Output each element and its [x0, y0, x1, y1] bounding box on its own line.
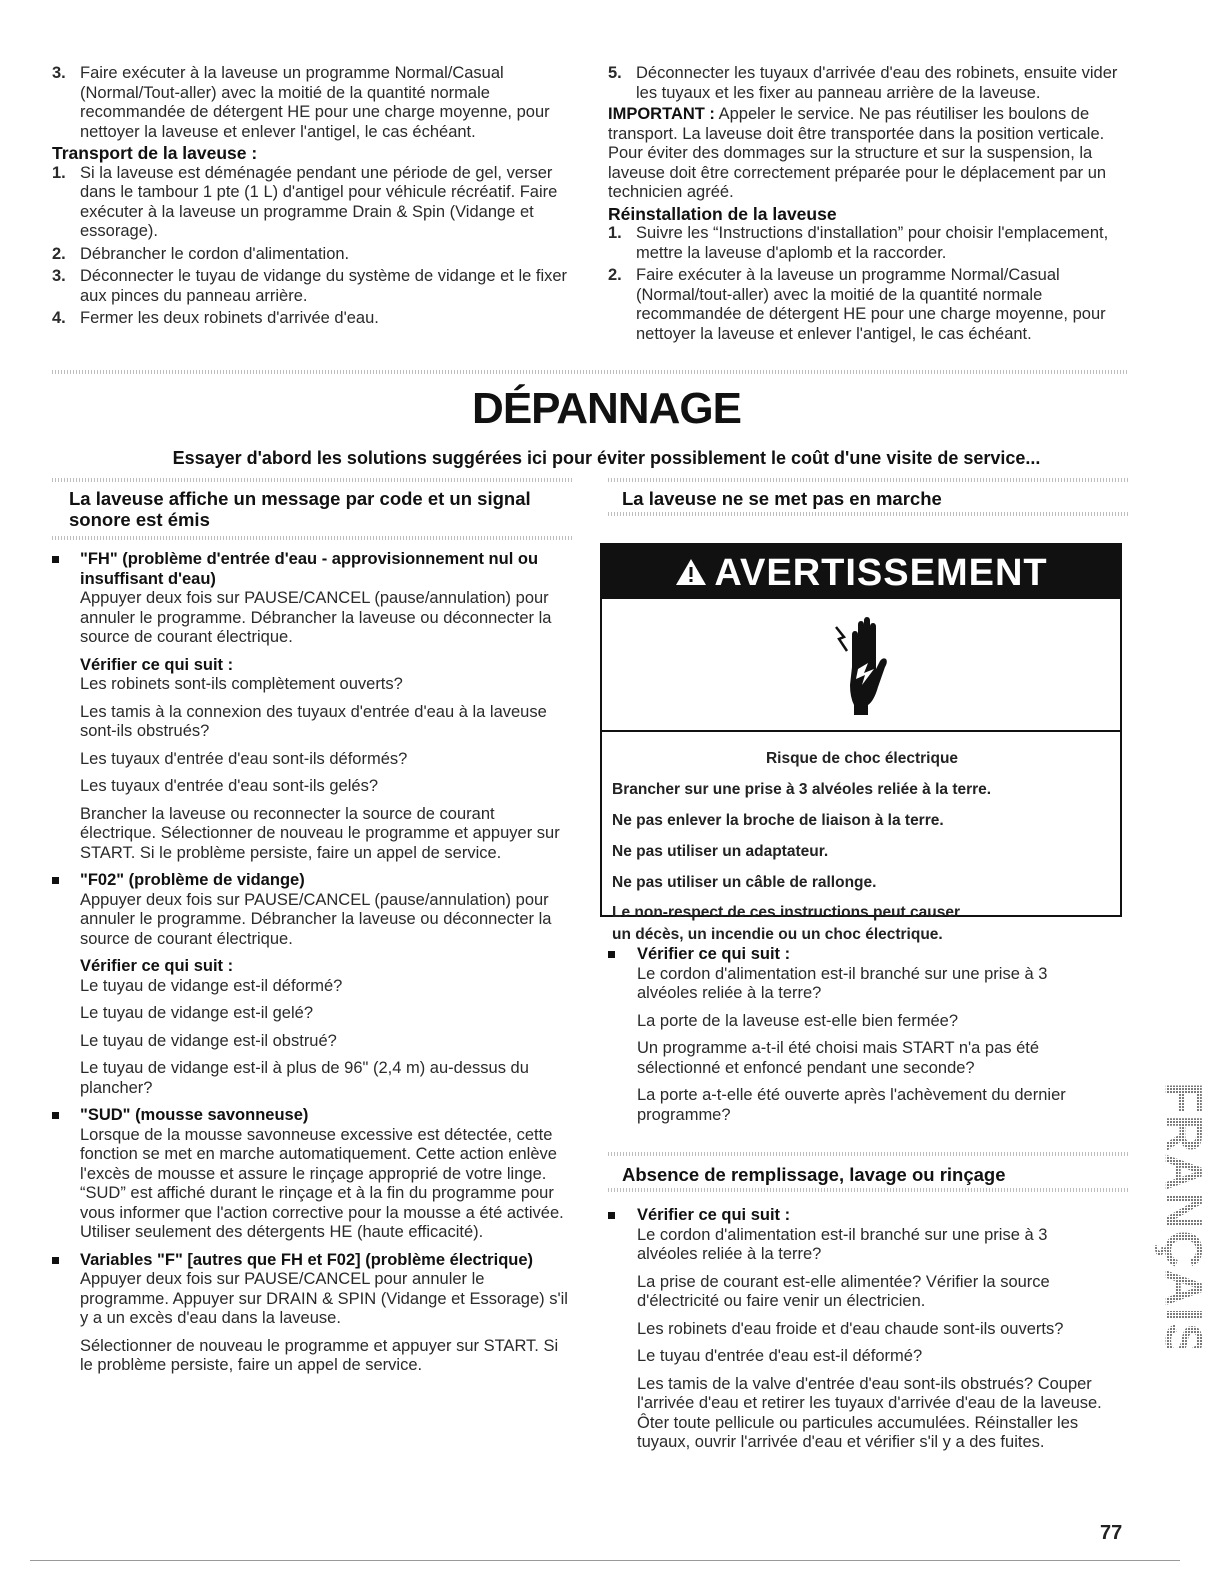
- warning-text: Risque de choc électrique Brancher sur une prise à 3 alvéoles reliée à la terre. Ne pas enlever la broche de liaison à la terre. Ne pas utiliser un adaptateur. Ne pas utiliser un câble de rallonge. Le non-respect de ces instructions peut causer un décès, un incendie ou un choc électrique.: [612, 750, 992, 943]
- list-item: Variables "F" [autres que FH et F02] (problème électrique) Appuyer deux fois sur PAUSE/CANCEL pour annuler le programme. Appuyer sur DRAIN & SPIN (Vidange et Essorage) s'il y a un excès d'eau dans la laveuse. Sélectionner de nouveau le programme et appuyer sur START. Si le problème persiste, faire un appel de service.: [52, 1251, 572, 1376]
- page-subtitle: Essayer d'abord les solutions suggérées ici pour éviter possiblement le coût d'une visite de service...: [172, 448, 1041, 468]
- right-column-checks: [608, 945, 1122, 1125]
- page-title: DÉPANNAGE: [472, 384, 741, 433]
- bullet: [52, 556, 59, 563]
- section-title: La laveuse affiche un message par code et un signal sonore est émis: [69, 488, 531, 530]
- warning-banner: AVERTISSEMENT: [602, 545, 1120, 599]
- divider: [608, 512, 1128, 516]
- right-column-checks-2: [608, 1206, 1122, 1453]
- important-note: IMPORTANT : Appeler le service. Ne pas réutiliser les boulons de transport. La laveuse doit être transportée dans la position verticale. Pour éviter des dommages sur la structure et sur la suspension, la laveuse doit être correctement préparée pour le déplacement par un technicien agréé.: [608, 105, 1107, 201]
- list-item: 1. Suivre les “Instructions d'installation” pour choisir l'emplacement, mettre la laveuse d'aplomb et la raccorder.: [608, 224, 1109, 262]
- divider: [602, 730, 1120, 732]
- list-item: Vérifier ce qui suit : Le cordon d'alimentation est-il branché sur une prise à 3 alvéoles reliée à la terre? La prise de courant est-elle alimentée? Vérifier la source d'électricité ou faire venir un électricien. Les robinets d'eau froide et d'eau chaude sont-ils ouverts? Le tuyau d'entrée d'eau est-il déformé? Les tamis de la valve d'entrée d'eau sont-ils obstrués? Couper l'arrivée d'eau et retirer les tuyaux d'arrivée d'eau de la laveuse. Ôter toute pellicule ou particules accumulées. Réinstaller les tuyaux, ouvrir l'arrivée d'eau et vérifier s'il y a des fuites.: [608, 1206, 1122, 1453]
- list-item: 2. Débrancher le cordon d'alimentation.: [52, 244, 350, 263]
- divider: [608, 478, 1128, 482]
- divider: [52, 370, 1128, 374]
- list-item: Vérifier ce qui suit : Le cordon d'alimentation est-il branché sur une prise à 3 alvéoles reliée à la terre? La porte de la laveuse est-elle bien fermée? Un programme a-t-il été choisi mais START n'a pas été sélectionné et enfoncé pendant une seconde? La porte a-t-elle été ouverte après l'achèvement du dernier programme?: [608, 945, 1122, 1125]
- divider: [608, 1152, 1128, 1156]
- warning-box: [600, 543, 1122, 943]
- list-item: [52, 64, 572, 142]
- electric-shock-hand-icon: [822, 607, 902, 725]
- list-item: "FH" (problème d'entrée d'eau - approvisionnement nul ou insuffisant d'eau) Appuyer deux fois sur PAUSE/CANCEL (pause/annulation) pour annuler le programme. Débrancher la laveuse ou déconnecter la source de courant électrique. Vérifier ce qui suit : Les robinets sont-ils complètement ouverts? Les tamis à la connexion des tuyaux d'entrée d'eau à la laveuse sont-ils obstrués? Les tuyaux d'entrée d'eau sont-ils déformés? Les tuyaux d'entrée d'eau sont-ils gelés? Brancher la laveuse ou reconnecter la source de courant électrique. Sélectionner de nouveau le programme et appuyer sur START. Si le problème persiste, faire un appel de service.: [52, 550, 572, 863]
- list-item: 4. Fermer les deux robinets d'arrivée d'eau.: [52, 309, 379, 327]
- list-item: 1. Si la laveuse est déménagée pendant une période de gel, verser dans le tambour 1 pte (1 L) d'antigel pour véhicule récréatif. Faire exécuter à la laveuse un programme Drain & Spin (Vidange et essorage).: [52, 163, 558, 240]
- list-item: "F02" (problème de vidange) Appuyer deux fois sur PAUSE/CANCEL (pause/annulation) pour annuler le programme. Débrancher la laveuse ou déconnecter la source de courant électrique. Vérifier ce qui suit : Le tuyau de vidange est-il déformé? Le tuyau de vidange est-il gelé? Le tuyau de vidange est-il obstrué? Le tuyau de vidange est-il à plus de 96" (2,4 m) au-dessus du plancher?: [52, 871, 572, 1098]
- section-title: La laveuse ne se met pas en marche: [622, 488, 942, 509]
- bullet: [52, 877, 59, 884]
- bullet: [608, 951, 615, 958]
- list-item: 3. Déconnecter le tuyau de vidange du système de vidange et le fixer aux pinces du panneau arrière.: [52, 267, 568, 305]
- bullet: [52, 1257, 59, 1264]
- section-heading: Réinstallation de la laveuse: [608, 203, 837, 224]
- page-number: 77: [1100, 1522, 1123, 1544]
- section-title: Absence de remplissage, lavage ou rinçage: [622, 1164, 1006, 1185]
- item-title: "FH" (problème d'entrée d'eau - approvisionnement nul ou insuffisant d'eau): [80, 550, 539, 588]
- item-number: 3.: [52, 64, 66, 82]
- side-tab-text: FRANÇAIS: [1154, 1082, 1208, 1348]
- top-right-column: [608, 64, 1128, 344]
- footer-rule: [30, 1560, 1180, 1561]
- section-heading: Transport de la laveuse :: [52, 143, 258, 163]
- item-text: Faire exécuter à la laveuse un programme Normal/Casual (Normal/Tout-aller) avec la moitié de la quantité normale recommandée de détergent HE pour une charge moyenne, pour nettoyer la laveuse et enlever l'antigel, le cas échéant.: [80, 64, 550, 141]
- divider: [608, 1188, 1128, 1192]
- bullet: [608, 1212, 615, 1219]
- left-column: [52, 488, 572, 1376]
- warning-triangle-icon: [674, 547, 708, 603]
- divider: [52, 478, 572, 482]
- list-item: "SUD" (mousse savonneuse) Lorsque de la mousse savonneuse excessive est détectée, cette fonction se met en marche automatiquement. Cette action enlève l'excès de mousse et assure le rinçage approprié de votre linge. “SUD” est affiché durant le rinçage et à la fin du programme pour vous informer que l'action corrective pour la mousse a été activée. Utiliser seulement des détergents HE (haute efficacité).: [52, 1106, 572, 1243]
- list-item: 5. Déconnecter les tuyaux d'arrivée d'eau des robinets, ensuite vider les tuyaux et les fixer au panneau arrière de la laveuse.: [608, 64, 1118, 102]
- bullet: [52, 1112, 59, 1119]
- divider: [52, 536, 572, 540]
- top-left-column: [52, 64, 572, 329]
- language-side-tab: [1148, 1078, 1208, 1348]
- list-item: 2. Faire exécuter à la laveuse un programme Normal/Casual (Normal/tout-aller) avec la moitié de la quantité normale recommandée de détergent HE pour une charge moyenne, pour nettoyer la laveuse et enlever l'antigel, le cas échéant.: [608, 266, 1106, 343]
